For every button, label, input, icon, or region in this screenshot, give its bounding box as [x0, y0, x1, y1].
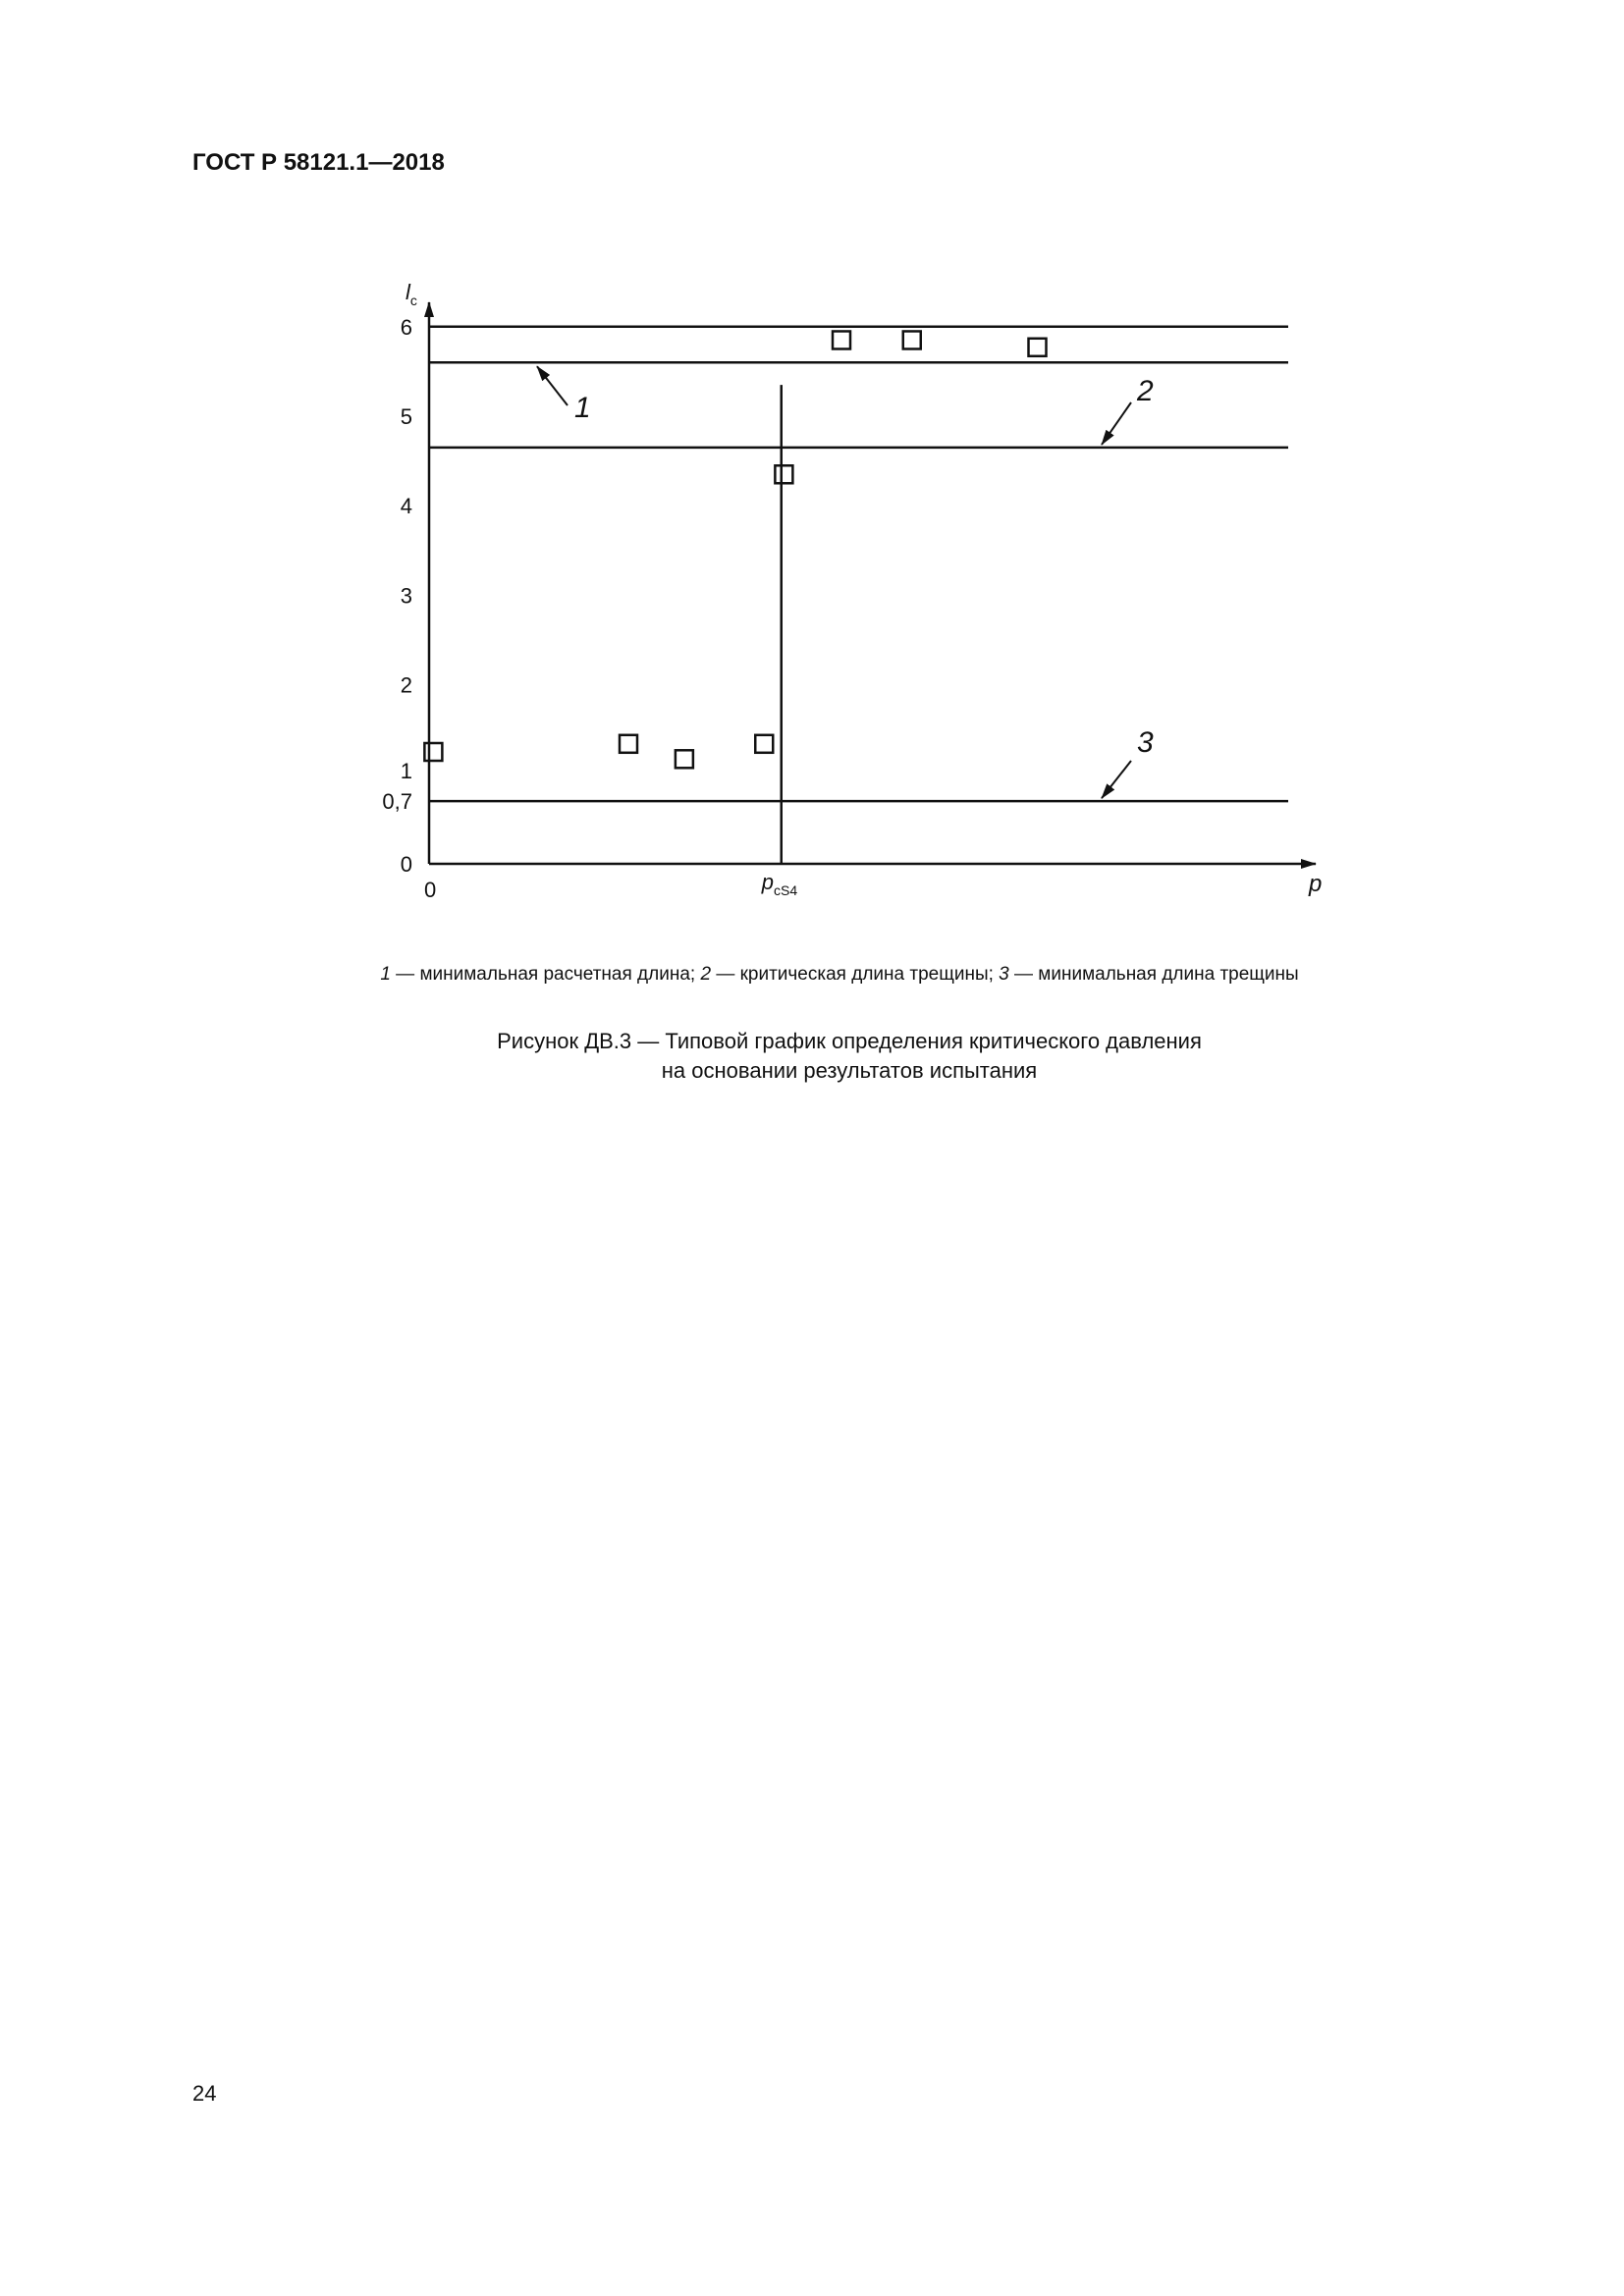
- legend-text-2: — критическая длина трещины;: [711, 964, 1000, 985]
- callout-leader-3: [1102, 761, 1131, 798]
- callout-number-1: 1: [574, 392, 591, 424]
- data-point: [620, 735, 637, 753]
- legend-number-1: 1: [380, 964, 391, 985]
- y-tick-label: 4: [400, 494, 412, 519]
- y-tick-label: 0,7: [382, 789, 412, 815]
- caption-line-1: Рисунок ДВ.3 — Типовой график определения критического давления: [497, 1029, 1202, 1053]
- callout-leader-1: [537, 366, 568, 405]
- figure-legend: [196, 964, 1483, 986]
- legend-text-1: — минимальная расчетная длина;: [390, 964, 701, 985]
- y-tick-label: 1: [400, 758, 412, 783]
- data-point: [755, 735, 773, 753]
- figure-caption: [295, 1027, 1404, 1086]
- x-axis-label: p: [1309, 871, 1323, 897]
- x-origin-label: 0: [424, 878, 437, 902]
- y-tick-label: 2: [400, 672, 412, 698]
- data-point: [424, 743, 442, 761]
- y-axis-label: $l_c$: [406, 280, 417, 308]
- y-tick-label: 5: [400, 404, 412, 429]
- legend-number-2: 2: [700, 964, 712, 985]
- figure: [0, 0, 1624, 1129]
- caption-line-2: на основании результатов испытания: [661, 1058, 1038, 1083]
- y-tick-label: 6: [400, 314, 412, 340]
- chart: [0, 0, 1624, 1129]
- data-point: [903, 331, 921, 348]
- x-marker-label: $p_{cS4}$: [761, 870, 798, 898]
- callout-number-3: 3: [1137, 726, 1154, 759]
- data-point: [833, 331, 850, 348]
- callout-number-2: 2: [1137, 375, 1154, 407]
- y-tick-label: 3: [400, 583, 412, 609]
- page-number: 24: [192, 2081, 217, 2106]
- document-header: ГОСТ Р 58121.1—2018: [192, 149, 445, 176]
- legend-text-3: — минимальная длина трещины: [1008, 964, 1299, 985]
- data-point: [775, 465, 792, 483]
- data-point: [1029, 339, 1047, 356]
- legend-number-3: 3: [999, 964, 1009, 985]
- callout-leader-2: [1102, 402, 1131, 445]
- y-tick-label: 0: [400, 852, 412, 877]
- data-point: [676, 750, 693, 768]
